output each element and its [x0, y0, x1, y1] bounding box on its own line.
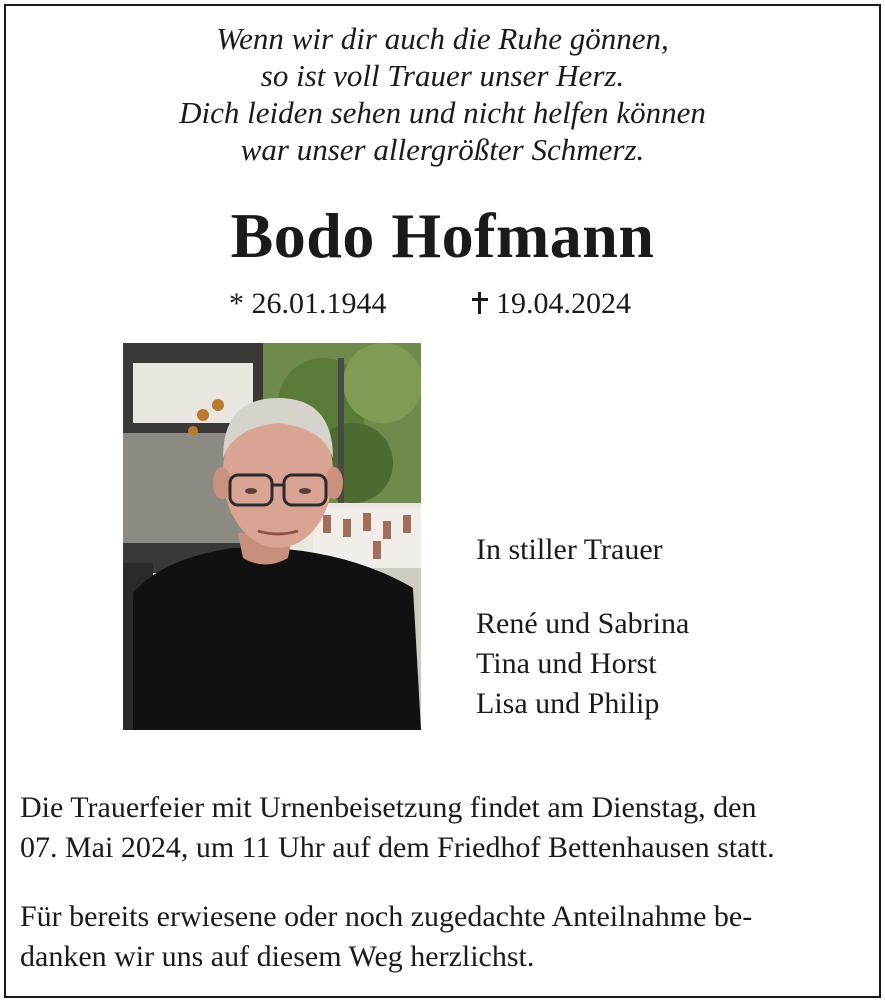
thanks-notice [20, 897, 865, 977]
poem-line: Wenn wir dir auch die Ruhe gönnen, [216, 21, 669, 56]
mourner-name: Tina und Horst [476, 647, 657, 680]
death-date: 19.04.2024 [496, 287, 631, 320]
deceased-name: Bodo Hofmann [230, 200, 655, 271]
birth-date: * 26.01.1944 [229, 287, 387, 320]
service-line: 07. Mai 2024, um 11 Uhr auf dem Friedhof Bettenhausen statt. [20, 831, 775, 864]
service-notice [20, 788, 865, 868]
portrait-photo [123, 343, 421, 730]
cross-icon [472, 292, 488, 314]
thanks-line: danken wir uns auf diesem Weg herzlichst. [20, 940, 535, 973]
poem [6, 20, 879, 168]
service-line: Die Trauerfeier mit Urnenbeisetzung findet am Dienstag, den [20, 791, 757, 824]
poem-line: war unser allergrößter Schmerz. [240, 132, 645, 167]
thanks-line: Für bereits erwiesene oder noch zugedachte Anteilnahme be- [20, 900, 753, 933]
poem-line: Dich leiden sehen und nicht helfen können [179, 95, 706, 130]
mourner-name: Lisa und Philip [476, 687, 660, 720]
mourners-heading: In stiller Trauer [476, 533, 663, 566]
mourners-block [476, 530, 689, 724]
poem-line: so ist voll Trauer unser Herz. [260, 58, 625, 93]
obituary-card [4, 4, 881, 998]
mourner-name: René und Sabrina [476, 607, 690, 640]
death-date-group [472, 286, 631, 322]
